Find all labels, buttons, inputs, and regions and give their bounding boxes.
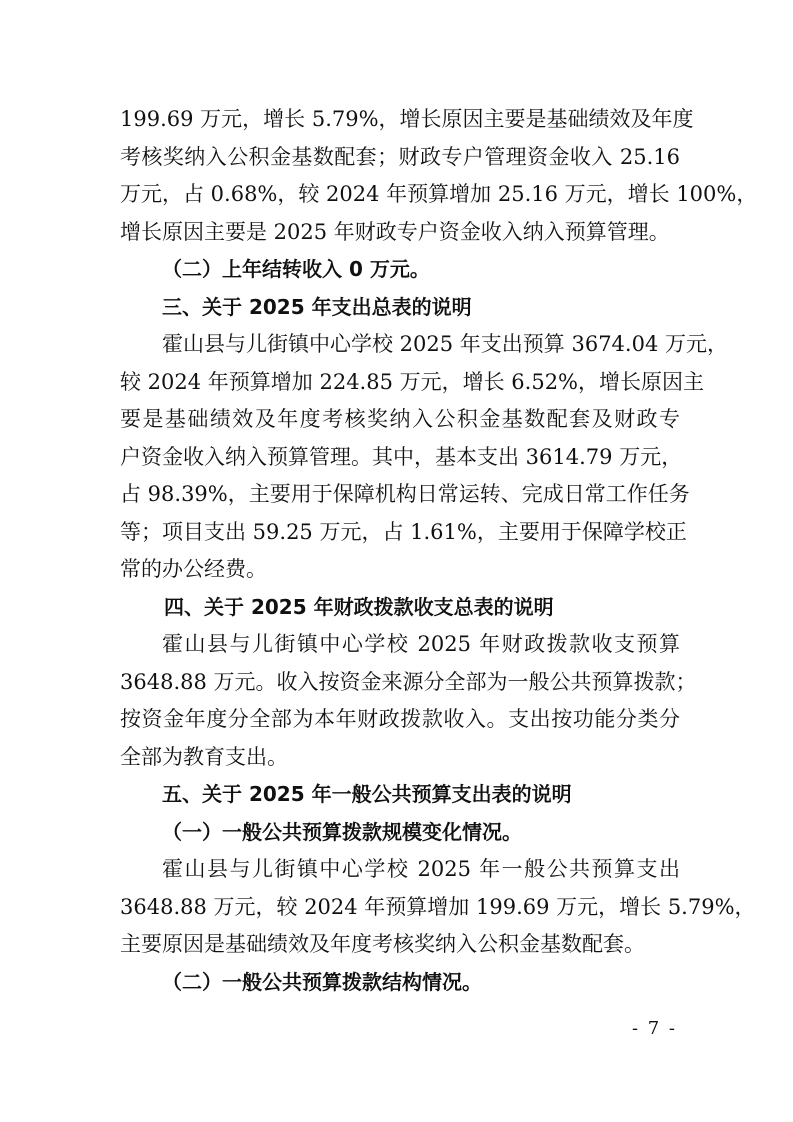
text-line: 3648.88 万元，较 2024 年预算增加 199.69 万元，增长 5.79%， xyxy=(120,894,756,919)
text-line: 较 2024 年预算增加 224.85 万元，增长 6.52%，增长原因主 xyxy=(120,369,705,394)
text-line: 主要原因是基础绩效及年度考核奖纳入公积金基数配套。 xyxy=(120,932,645,956)
text-line: 3648.88 万元。收入按资金来源分全部为一般公共预算拨款； xyxy=(120,669,697,694)
text-line: 户资金收入纳入预算管理。其中，基本支出 3614.79 万元， xyxy=(120,444,683,469)
sub-heading-allocation-structure: （二）一般公共预算拨款结构情况。 xyxy=(162,969,482,994)
text-line: 全部为教育支出。 xyxy=(120,744,288,769)
text-line: 要是基础绩效及年度考核奖纳入公积金基数配套及财政专 xyxy=(120,407,680,431)
text-line: 199.69 万元，增长 5.79%，增长原因主要是基础绩效及年度 xyxy=(120,107,694,131)
section-heading-expenditure-summary: 三、关于 2025 年支出总表的说明 xyxy=(162,294,472,319)
sub-heading-carryover-income: （二）上年结转收入 0 万元。 xyxy=(162,257,430,281)
text-line: 霍山县与儿街镇中心学校 2025 年一般公共预算支出 xyxy=(162,857,680,881)
paragraph-income-growth xyxy=(120,101,758,251)
section-heading-fiscal-allocation-summary: 四、关于 2025 年财政拨款收支总表的说明 xyxy=(164,594,554,619)
text-line: 等；项目支出 59.25 万元，占 1.61%，主要用于保障学校正 xyxy=(120,519,687,544)
text-line: 占 98.39%，主要用于保障机构日常运转、完成日常工作任务 xyxy=(120,482,690,506)
paragraph-expenditure-summary xyxy=(120,326,728,589)
text-line: 霍山县与儿街镇中心学校 2025 年财政拨款收支预算 xyxy=(162,632,680,656)
text-line: 常的办公经费。 xyxy=(120,557,267,581)
page-number: - 7 - xyxy=(631,1018,677,1039)
section-heading-general-public-budget: 五、关于 2025 年一般公共预算支出表的说明 xyxy=(162,782,572,806)
paragraph-allocation-scale xyxy=(120,851,756,964)
paragraph-fiscal-allocation-summary xyxy=(120,626,697,776)
document-body xyxy=(120,101,758,1001)
sub-heading-allocation-scale: （一）一般公共预算拨款规模变化情况。 xyxy=(162,819,522,844)
text-line: 万元，占 0.68%，较 2024 年预算增加 25.16 万元，增长 100%， xyxy=(120,182,758,206)
text-line: 考核奖纳入公积金基数配套；财政专户管理资金收入 25.16 xyxy=(120,144,680,169)
text-line: 按资金年度分全部为本年财政拨款收入。支出按功能分类分 xyxy=(120,707,680,731)
text-line: 增长原因主要是 2025 年财政专户资金收入纳入预算管理。 xyxy=(120,219,670,244)
text-line: 霍山县与儿街镇中心学校 2025 年支出预算 3674.04 万元， xyxy=(162,332,728,356)
